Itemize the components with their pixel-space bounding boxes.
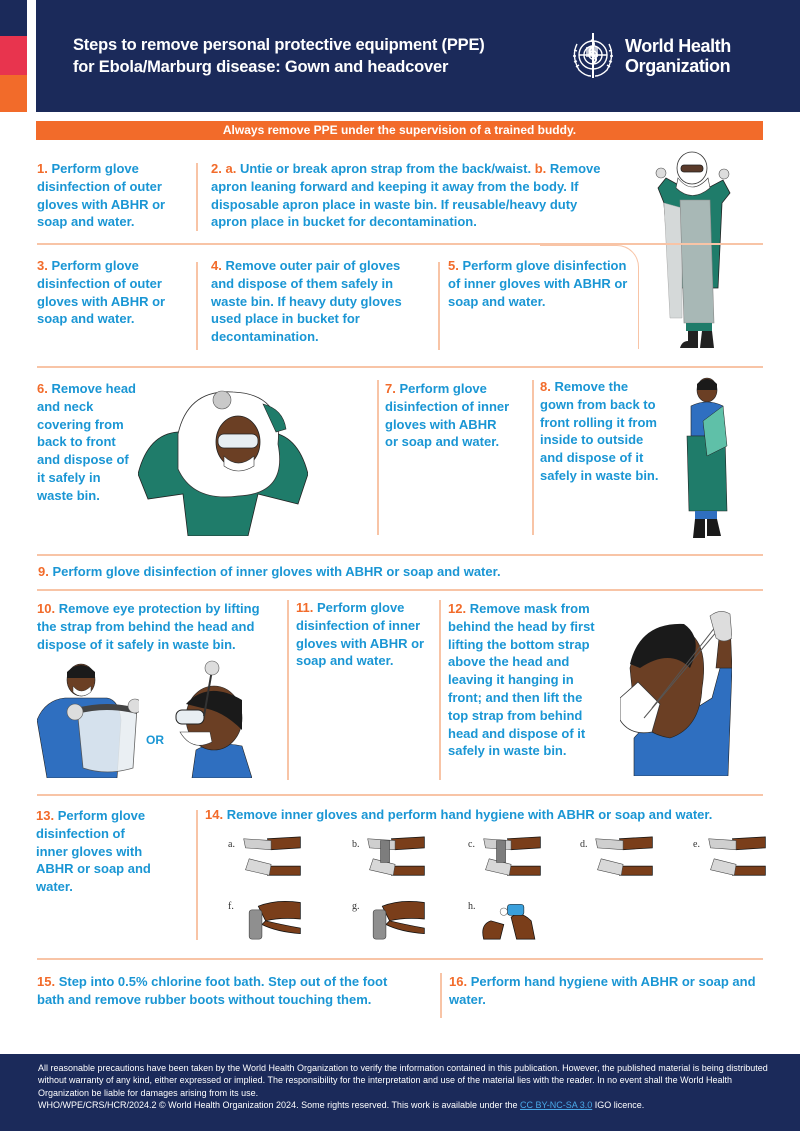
glove-removal-step-icon	[705, 834, 769, 880]
glove-step-label: g.	[352, 901, 360, 912]
step-text: Remove outer pair of gloves and dispose of them safely in waste bin. If heavy duty gloves used place in bucket for decontamination.	[211, 258, 402, 345]
glove-step-label: f.	[228, 901, 234, 912]
step-text: Remove the gown from back to front rolling it from inside to outside and dispose of it safely in waste bin.	[540, 379, 659, 483]
gown-removal-illustration	[683, 376, 733, 541]
glove-step-label: h.	[468, 901, 476, 912]
step-text: Perform glove disinfection of outer gloves with ABHR or soap and water.	[37, 258, 166, 327]
divider	[439, 600, 441, 780]
apron-removal-illustration	[648, 148, 738, 353]
step-text: Perform glove disinfection of inner gloves with ABHR or soap and water.	[52, 564, 501, 579]
step-text-a: Untie or break apron strap from the back/waist.	[239, 161, 532, 176]
or-label: OR	[146, 733, 164, 747]
glove-removal-step-icon	[240, 834, 304, 880]
step-number: 6.	[37, 381, 48, 396]
step-number: 16.	[449, 974, 468, 989]
step-15	[37, 973, 417, 1009]
step-number: 11.	[296, 600, 314, 615]
who-emblem-icon	[567, 30, 619, 82]
row-divider	[37, 958, 763, 960]
step-13	[36, 807, 156, 896]
logo-line-2: Organization	[625, 56, 731, 76]
page-title	[73, 34, 485, 78]
row-divider	[37, 554, 763, 556]
glove-step-label: a.	[228, 839, 235, 850]
step-1	[37, 160, 177, 231]
row-divider	[37, 243, 763, 245]
glove-step-label: c.	[468, 839, 475, 850]
step-number: 5.	[448, 258, 459, 273]
row-divider	[37, 366, 763, 368]
goggles-removal-illustration	[172, 660, 252, 778]
step-6	[37, 380, 137, 505]
glove-removal-step-icon	[364, 896, 428, 942]
step-number: 10.	[37, 601, 56, 616]
step-12	[448, 600, 598, 760]
step-14	[205, 806, 765, 824]
step-number: 15.	[37, 974, 56, 989]
supervision-banner: Always remove PPE under the supervision of a trained buddy.	[36, 121, 763, 140]
step-number: 8.	[540, 379, 551, 394]
face-shield-removal-illustration	[37, 660, 139, 778]
step-number: 1.	[37, 161, 48, 176]
step-number: 13.	[36, 808, 55, 823]
step-8	[540, 378, 665, 485]
divider	[196, 810, 198, 940]
step-2	[211, 160, 611, 231]
step-text: Remove eye protection by lifting the strap from behind the head and dispose of it safely in waste bin.	[37, 601, 260, 652]
divider	[287, 600, 289, 780]
divider	[196, 163, 198, 231]
divider	[438, 262, 440, 350]
title-line-1: Steps to remove personal protective equipment (PPE)	[73, 36, 485, 54]
rights-prefix: WHO/WPE/CRS/HCR/2024.2 © World Health Organization 2024. Some rights reserved. This work is available under the	[38, 1100, 521, 1111]
step-7	[385, 380, 510, 451]
rights-suffix: IGO licence.	[592, 1100, 645, 1111]
title-line-2: for Ebola/Marburg disease: Gown and headcover	[73, 58, 449, 76]
glove-removal-step-icon	[592, 834, 656, 880]
headcover-removal-illustration	[138, 384, 308, 536]
step-text: Remove head and neck covering from back to front and dispose of it safely in waste bin.	[37, 381, 137, 503]
step-text: Perform glove disinfection of inner gloves with ABHR or soap and water.	[296, 600, 425, 669]
step-9	[38, 563, 738, 581]
step-number: 2.	[211, 161, 222, 176]
glove-removal-step-icon	[364, 834, 428, 880]
step-text: Perform glove disinfection of outer gloves with ABHR or soap and water.	[37, 161, 166, 230]
step-text-b: Remove apron leaning forward and keeping it away from the body. If disposable apron place in waste bin. If reusable/heavy duty apron place in bucket for decontamination.	[211, 161, 601, 230]
step-10	[37, 600, 277, 653]
mask-removal-illustration	[620, 608, 732, 776]
logo-line-1: World Health	[625, 36, 731, 56]
box-corner	[540, 245, 639, 349]
divider	[532, 380, 534, 535]
step-text: Perform glove disinfection of inner gloves with ABHR or soap and water.	[448, 258, 628, 309]
header	[36, 0, 800, 112]
step-16	[449, 973, 769, 1009]
step-number: 7.	[385, 381, 396, 396]
step-4	[211, 257, 416, 346]
glove-step-label: b.	[352, 839, 360, 850]
glove-removal-step-icon	[480, 896, 544, 942]
step-text: Perform glove disinfection of inner gloves with ABHR or soap and water.	[36, 808, 151, 895]
rights-statement	[38, 1099, 778, 1111]
step-number: 4.	[211, 258, 222, 273]
who-logo	[567, 30, 757, 82]
footer	[0, 1054, 800, 1131]
licence-link[interactable]: CC BY-NC-SA 3.0	[520, 1100, 593, 1111]
row-divider	[37, 589, 763, 591]
step-text: Remove inner gloves and perform hand hygiene with ABHR or soap and water.	[226, 807, 713, 822]
accent-strip-orange	[0, 75, 27, 112]
disclaimer: All reasonable precautions have been taken by the World Health Organization to verify the information contained in this publication. However, the published material is being distributed without warranty of any kind, either expressed or implied. The responsibility for the interpretation and use of the material lies with the reader. In no event shall the World Health Organization be liable for damages arising from its use.	[38, 1063, 768, 1098]
step-text: Perform hand hygiene with ABHR or soap and water.	[449, 974, 756, 1007]
step-sub-b: b.	[534, 161, 547, 176]
step-sub-a: a.	[225, 161, 237, 176]
step-number: 14.	[205, 807, 224, 822]
glove-step-label: e.	[693, 839, 700, 850]
step-number: 9.	[38, 564, 49, 579]
step-text: Perform glove disinfection of inner gloves with ABHR or soap and water.	[385, 381, 510, 450]
row-divider	[37, 794, 763, 796]
step-number: 12.	[448, 601, 467, 616]
glove-removal-step-icon	[480, 834, 544, 880]
accent-strip-red	[0, 36, 27, 75]
accent-strip-navy	[0, 0, 27, 36]
divider	[377, 380, 379, 535]
divider	[196, 262, 198, 350]
step-3	[37, 257, 177, 328]
step-text: Remove mask from behind the head by first lifting the bottom strap above the head and leaving it hanging in front; and then lift the top strap from behind head and dispose of it safely in waste bin.	[448, 601, 595, 759]
glove-removal-step-icon	[240, 896, 304, 942]
glove-step-label: d.	[580, 839, 588, 850]
divider	[440, 973, 442, 1018]
step-text: Step into 0.5% chlorine foot bath. Step out of the foot bath and remove rubber boots without touching them.	[37, 974, 388, 1007]
step-11	[296, 599, 426, 670]
step-number: 3.	[37, 258, 48, 273]
who-wordmark	[625, 36, 731, 76]
